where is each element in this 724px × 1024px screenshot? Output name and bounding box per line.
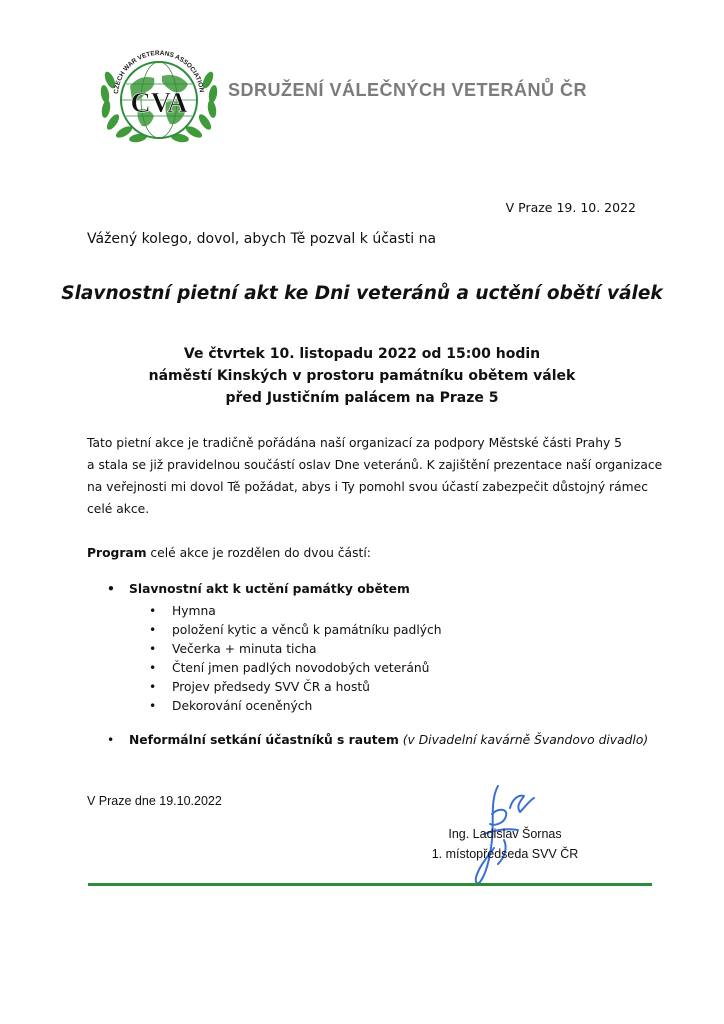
paragraph-line: a stala se již pravidelnou součástí oslav Dne veteránů. K zajištění prezentace naší organizace bbox=[87, 458, 663, 472]
event-place-line-2: před Justičním palácem na Praze 5 bbox=[225, 390, 499, 406]
program-label: Program bbox=[87, 546, 147, 560]
bullet-icon: • bbox=[149, 680, 157, 694]
paragraph-line: na veřejnosti mi dovol Tě požádat, abys i Ty pomohl svou účastí zabezpečit důstojný rámec bbox=[87, 480, 648, 494]
section-1-title: Slavnostní akt k uctění památky obětem bbox=[129, 582, 410, 596]
list-item bbox=[149, 697, 442, 716]
bullet-icon: • bbox=[149, 699, 157, 713]
letter-date: V Praze 19. 10. 2022 bbox=[505, 200, 636, 215]
salutation: Vážený kolego, dovol, abych Tě pozval k účasti na bbox=[87, 231, 437, 247]
list-item bbox=[149, 640, 442, 659]
bullet-icon: • bbox=[149, 642, 157, 656]
body-paragraph bbox=[87, 432, 663, 520]
bullet-icon: • bbox=[149, 623, 157, 637]
bullet-icon: • bbox=[107, 733, 115, 747]
section-2-note: (v Divadelní kavárně Švandovo divadlo) bbox=[402, 733, 649, 747]
list-item-text: Večerka + minuta ticha bbox=[172, 642, 317, 656]
logo-initials: CVA bbox=[130, 88, 188, 119]
bullet-icon: • bbox=[107, 582, 115, 596]
program-intro bbox=[87, 546, 371, 560]
program-section-2 bbox=[107, 733, 649, 747]
signature-date: V Praze dne 19.10.2022 bbox=[87, 794, 222, 808]
event-place-line: náměstí Kinských v prostoru památníku obětem válek bbox=[148, 368, 576, 384]
list-item bbox=[149, 659, 442, 678]
program-items-list bbox=[149, 602, 442, 716]
list-item-text: Dekorování oceněných bbox=[172, 699, 313, 713]
signer-block bbox=[400, 824, 610, 864]
list-item bbox=[149, 602, 442, 621]
section-2-title: Neformální setkání účastníků s rautem bbox=[129, 733, 399, 747]
event-date-line: Ve čtvrtek 10. listopadu 2022 od 15:00 hodin bbox=[183, 346, 541, 362]
list-item-text: Čtení jmen padlých novodobých veteránů bbox=[172, 661, 430, 675]
program-section-1 bbox=[107, 582, 410, 596]
bullet-icon: • bbox=[149, 661, 157, 675]
list-item-text: Projev předsedy SVV ČR a hostů bbox=[172, 680, 370, 694]
footer-divider bbox=[88, 883, 652, 886]
bullet-icon: • bbox=[149, 604, 157, 618]
logo-arc-text: CZECH WAR VETERANS ASSOCIATION bbox=[113, 49, 205, 95]
paragraph-line: Tato pietní akce je tradičně pořádána naší organizací za podpory Městské části Prahy 5 bbox=[87, 436, 623, 450]
paragraph-line: celé akce. bbox=[87, 502, 150, 516]
list-item-text: položení kytic a věnců k památníku padlých bbox=[172, 623, 442, 637]
list-item bbox=[149, 621, 442, 640]
event-title: Slavnostní pietní akt ke Dni veteránů a uctění obětí válek bbox=[61, 283, 663, 304]
event-details bbox=[0, 343, 724, 409]
cva-logo bbox=[96, 36, 222, 146]
program-intro-text: celé akce je rozdělen do dvou částí: bbox=[146, 546, 371, 560]
organization-name: SDRUŽENÍ VÁLEČNÝCH VETERÁNŮ ČR bbox=[228, 80, 588, 100]
list-item-text: Hymna bbox=[172, 604, 216, 618]
signer-name: Ing. Ladislav Šornas bbox=[448, 827, 562, 841]
list-item bbox=[149, 678, 442, 697]
signer-role: 1. místopředseda SVV ČR bbox=[431, 847, 579, 861]
